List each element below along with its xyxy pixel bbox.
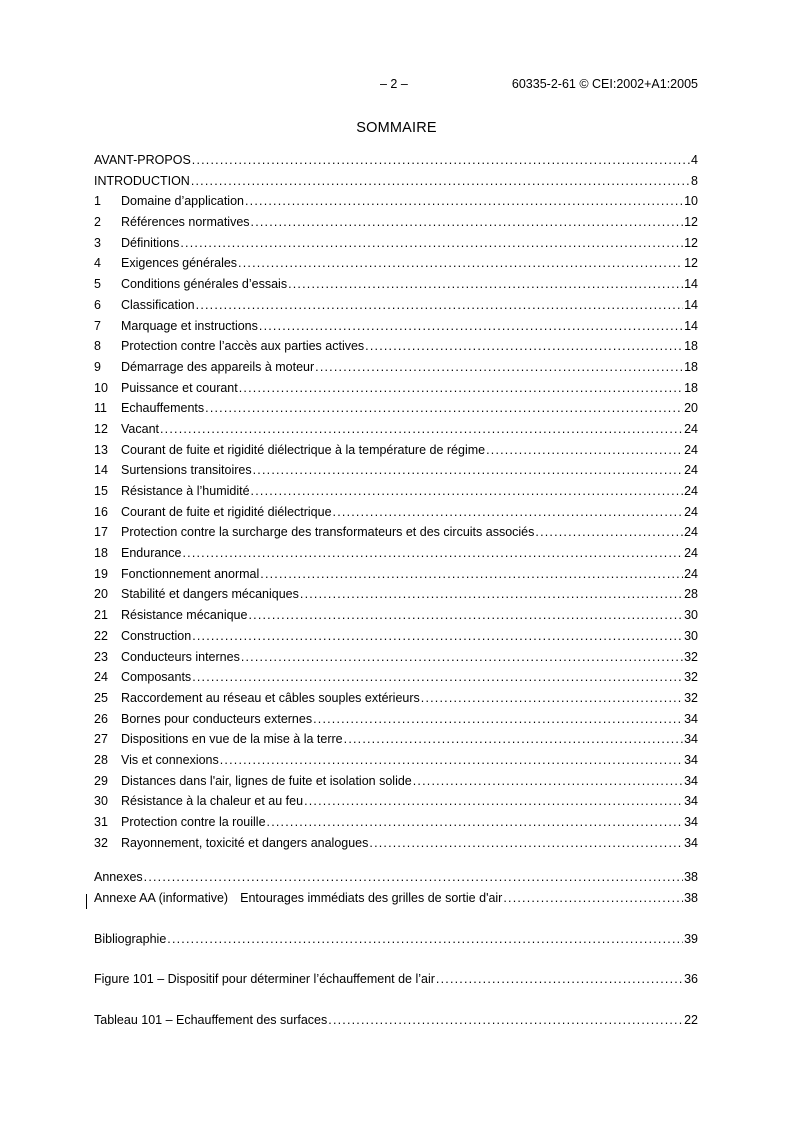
toc-entry-number: 31	[94, 815, 108, 829]
toc-entry-clause[interactable]	[94, 419, 698, 440]
toc-entry-page: 18	[684, 359, 698, 374]
toc-entry-label: Fonctionnement anormal	[121, 566, 260, 581]
toc-entry-table-101[interactable]	[94, 1010, 698, 1031]
toc-entry-label: Endurance	[121, 546, 182, 561]
toc-entry-number: 26	[94, 711, 108, 726]
toc-entry-page: 18	[684, 339, 698, 354]
toc-entry-label: Protection contre la rouille	[121, 815, 266, 829]
dot-leader	[241, 647, 683, 668]
toc-entry-page: 12	[684, 256, 698, 271]
toc-entry-number: 24	[94, 670, 108, 685]
revision-change-bar	[86, 894, 87, 909]
toc-entry-bibliography[interactable]	[94, 929, 698, 950]
dot-leader	[238, 253, 683, 274]
dot-leader	[251, 212, 684, 233]
page-title: SOMMAIRE	[356, 120, 437, 136]
toc-entry-label: Stabilité et dangers mécaniques	[121, 587, 299, 602]
toc-entry-number: 13	[94, 442, 108, 457]
toc-entry-clause[interactable]	[94, 729, 698, 750]
toc-entry-page: 20	[684, 401, 698, 416]
dot-leader	[288, 274, 683, 295]
toc-entry-number: 12	[94, 421, 108, 436]
toc-entry-label: Composants	[121, 670, 192, 685]
toc-entry-label: Résistance à la chaleur et au feu	[121, 794, 304, 809]
toc-entry-label: Dispositions en vue de la mise à la terre	[121, 732, 343, 747]
dot-leader	[220, 750, 683, 771]
dot-leader	[365, 336, 683, 357]
toc-entry-label: Courant de fuite et rigidité diélectrique à la température de régime	[121, 442, 486, 457]
toc-entry-label: Exigences générales	[121, 256, 238, 271]
dot-leader	[413, 771, 683, 792]
toc-entry-label: Figure 101 – Dispositif pour déterminer l’échauffement de l’air	[94, 972, 435, 987]
toc-entry-clause[interactable]	[94, 336, 698, 357]
dot-leader	[369, 833, 683, 854]
toc-entry-page: 14	[684, 297, 698, 312]
toc-entry-label: Références normatives	[121, 215, 250, 230]
toc-entry-page: 24	[684, 421, 698, 436]
toc-entry-number: 28	[94, 752, 108, 767]
dot-leader	[144, 867, 683, 888]
toc-entry-label: Résistance mécanique	[121, 608, 248, 623]
toc-entry-label: Marquage et instructions	[121, 318, 258, 333]
dot-leader	[182, 543, 683, 564]
toc-entry-foreword[interactable]	[94, 150, 698, 171]
toc-entry-clause[interactable]	[94, 667, 698, 688]
toc-entry-clause[interactable]	[94, 626, 698, 647]
toc-entry-label: Bibliographie	[94, 931, 167, 946]
toc-entry-clause[interactable]	[94, 233, 698, 254]
toc-entry-label: Rayonnement, toxicité et dangers analogues	[121, 835, 369, 850]
page-number: – 2 –	[380, 77, 408, 91]
toc-entry-page: 34	[684, 711, 698, 726]
dot-leader	[260, 564, 683, 585]
toc-entry-clause[interactable]	[94, 212, 698, 233]
toc-entry-annex-aa[interactable]	[94, 888, 698, 909]
dot-leader	[267, 812, 684, 833]
toc-entry-label: Courant de fuite et rigidité diélectrique	[121, 504, 332, 519]
toc-entry-clause[interactable]	[94, 584, 698, 605]
toc-entry-label: Bornes pour conducteurs externes	[121, 711, 313, 726]
toc-entry-page: 34	[684, 815, 698, 829]
toc-entry-number: 30	[94, 794, 108, 809]
toc-entry-clause[interactable]	[94, 481, 698, 502]
toc-entry-number: 22	[94, 628, 108, 643]
toc-entry-page: 24	[684, 463, 698, 478]
dot-leader	[180, 233, 683, 254]
toc-entry-page: 24	[684, 566, 698, 581]
toc-entry-annex-label: Annexe AA (informative)	[94, 891, 229, 906]
toc-entry-number: 18	[94, 546, 108, 561]
toc-entry-clause[interactable]	[94, 709, 698, 730]
toc-entry-clause[interactable]	[94, 357, 698, 378]
dot-leader	[421, 688, 683, 709]
toc-entry-clause[interactable]	[94, 688, 698, 709]
dot-leader	[328, 1010, 683, 1031]
toc-entry-number: 11	[94, 401, 107, 416]
toc-entry-clause[interactable]	[94, 502, 698, 523]
toc-entry-clause[interactable]	[94, 750, 698, 771]
dot-leader	[436, 969, 683, 990]
dot-leader	[239, 378, 683, 399]
dot-leader	[503, 888, 683, 909]
dot-leader	[245, 191, 683, 212]
toc-entry-label: Construction	[121, 628, 192, 643]
toc-entry-page: 24	[684, 546, 698, 561]
toc-entry-page: 32	[684, 649, 698, 664]
document-reference: 60335-2-61 © CEI:2002+A1:2005	[511, 77, 698, 91]
toc-entry-clause[interactable]	[94, 398, 698, 419]
toc-entry-label: Démarrage des appareils à moteur	[121, 359, 315, 374]
dot-leader	[253, 460, 683, 481]
toc-clause-list	[94, 191, 698, 853]
toc-entry-page: 32	[684, 690, 698, 705]
dot-leader	[191, 171, 690, 192]
toc-entry-number: 19	[94, 566, 108, 581]
page-header	[0, 77, 793, 93]
toc-entry-number: 8	[94, 339, 101, 354]
toc-entry-label: Vis et connexions	[121, 752, 219, 767]
toc-entry-page: 8	[691, 173, 698, 188]
toc-entry-page: 32	[684, 670, 698, 685]
dot-leader	[315, 357, 683, 378]
toc-entry-label: Classification	[121, 297, 195, 312]
toc-entry-label: Distances dans l'air, lignes de fuite et isolation solide	[121, 773, 412, 788]
toc-entry-clause[interactable]	[94, 522, 698, 543]
dot-leader	[205, 398, 683, 419]
toc-entry-clause[interactable]	[94, 274, 698, 295]
toc-entry-page: 14	[684, 318, 698, 333]
toc-entry-label: Tableau 101 – Echauffement des surfaces	[94, 1013, 328, 1028]
toc-entry-page: 30	[684, 628, 698, 643]
dot-leader	[333, 502, 684, 523]
toc-entry-clause[interactable]	[94, 543, 698, 564]
dot-leader	[167, 929, 683, 950]
dot-leader	[192, 150, 690, 171]
dot-leader	[251, 481, 684, 502]
toc-entry-number: 9	[94, 359, 101, 374]
toc-entry-page: 22	[684, 1013, 698, 1028]
toc-entry-clause[interactable]	[94, 791, 698, 812]
toc-entry-number: 14	[94, 463, 108, 478]
toc-entry-page: 34	[684, 732, 698, 747]
toc-entry-number: 21	[94, 608, 108, 623]
toc-entry-number: 10	[94, 380, 108, 395]
toc-entry-page: 24	[684, 525, 698, 540]
toc-entry-number: 25	[94, 690, 108, 705]
toc-entry-number: 4	[94, 256, 101, 271]
toc-entry-label: INTRODUCTION	[94, 173, 190, 188]
toc-entry-clause[interactable]	[94, 647, 698, 668]
toc-entry-page: 14	[684, 277, 698, 292]
dot-leader	[486, 440, 683, 461]
toc-entry-clause[interactable]	[94, 253, 698, 274]
toc-entry-label: Surtensions transitoires	[121, 463, 252, 478]
toc-entry-clause[interactable]	[94, 833, 698, 854]
dot-leader	[344, 729, 683, 750]
table-of-contents	[94, 150, 698, 1031]
toc-entry-page: 28	[684, 587, 698, 602]
dot-leader	[192, 667, 683, 688]
dot-leader	[192, 626, 683, 647]
toc-entry-number: 27	[94, 732, 108, 747]
dot-leader	[313, 709, 683, 730]
toc-entry-clause[interactable]	[94, 771, 698, 792]
toc-entry-label: Définitions	[121, 235, 180, 250]
dot-leader	[160, 419, 683, 440]
toc-entry-page: 34	[684, 835, 698, 850]
toc-entry-label: Raccordement au réseau et câbles souples extérieurs	[121, 690, 420, 705]
toc-entry-number: 7	[94, 318, 101, 333]
toc-entry-page: 18	[684, 380, 698, 395]
toc-entry-number: 23	[94, 649, 108, 664]
toc-entry-page: 30	[684, 608, 698, 623]
dot-leader	[300, 584, 683, 605]
toc-entry-page: 24	[684, 504, 698, 519]
toc-entry-label: Protection contre la surcharge des transformateurs et des circuits associés	[121, 525, 535, 540]
toc-entry-page: 34	[684, 773, 698, 788]
toc-entry-annexes[interactable]	[94, 867, 698, 888]
toc-entry-page: 34	[684, 794, 698, 809]
toc-entry-label: Puissance et courant	[121, 380, 238, 395]
dot-leader	[248, 605, 683, 626]
toc-entry-label: Vacant	[121, 421, 159, 436]
toc-entry-clause[interactable]	[94, 440, 698, 461]
toc-entry-number: 20	[94, 587, 108, 602]
toc-entry-page: 10	[684, 194, 698, 209]
toc-entry-number: 15	[94, 484, 108, 498]
toc-entry-clause[interactable]	[94, 295, 698, 316]
toc-entry-label: AVANT-PROPOS	[94, 153, 191, 167]
toc-entry-clause[interactable]	[94, 564, 698, 585]
toc-entry-label: Annexes	[94, 870, 143, 885]
toc-entry-clause[interactable]	[94, 191, 698, 212]
toc-entry-page: 12	[684, 215, 698, 230]
toc-entry-clause[interactable]	[94, 378, 698, 399]
toc-entry-introduction[interactable]	[94, 171, 698, 192]
dot-leader	[259, 316, 683, 337]
toc-entry-number: 5	[94, 277, 101, 292]
toc-entry-page: 36	[684, 972, 698, 987]
toc-entry-clause[interactable]	[94, 605, 698, 626]
dot-leader	[304, 791, 683, 812]
toc-entry-number: 29	[94, 773, 108, 788]
dot-leader	[535, 522, 683, 543]
toc-entry-clause[interactable]	[94, 316, 698, 337]
toc-entry-label: Résistance à l’humidité	[121, 484, 250, 498]
toc-entry-page: 24	[684, 484, 698, 498]
toc-entry-figure-101[interactable]	[94, 969, 698, 990]
toc-entry-page: 34	[684, 752, 698, 767]
toc-entry-page: 38	[684, 870, 698, 885]
toc-entry-clause[interactable]	[94, 460, 698, 481]
toc-entry-page: 12	[684, 235, 698, 250]
toc-entry-number: 32	[94, 835, 108, 850]
toc-entry-page: 39	[684, 931, 698, 946]
toc-entry-label: Domaine d’application	[121, 194, 244, 209]
toc-entry-label: Protection contre l’accès aux parties actives	[121, 339, 365, 354]
toc-entry-label: Conducteurs internes	[121, 649, 240, 664]
toc-entry-number: 3	[94, 235, 101, 250]
toc-entry-page: 38	[684, 891, 698, 906]
toc-entry-number: 2	[94, 215, 101, 230]
toc-entry-number: 16	[94, 504, 108, 519]
toc-entry-label: Echauffements	[121, 401, 205, 416]
toc-entry-label: Conditions générales d’essais	[121, 277, 288, 292]
toc-entry-number: 1	[94, 194, 101, 209]
toc-entry-page: 24	[684, 442, 698, 457]
toc-entry-number: 6	[94, 297, 101, 312]
dot-leader	[196, 295, 683, 316]
toc-entry-page: 4	[691, 153, 698, 167]
toc-entry-annex-title: Entourages immédiats des grilles de sortie d'air	[240, 891, 503, 906]
toc-entry-number: 17	[94, 525, 108, 540]
toc-entry-clause[interactable]	[94, 812, 698, 833]
